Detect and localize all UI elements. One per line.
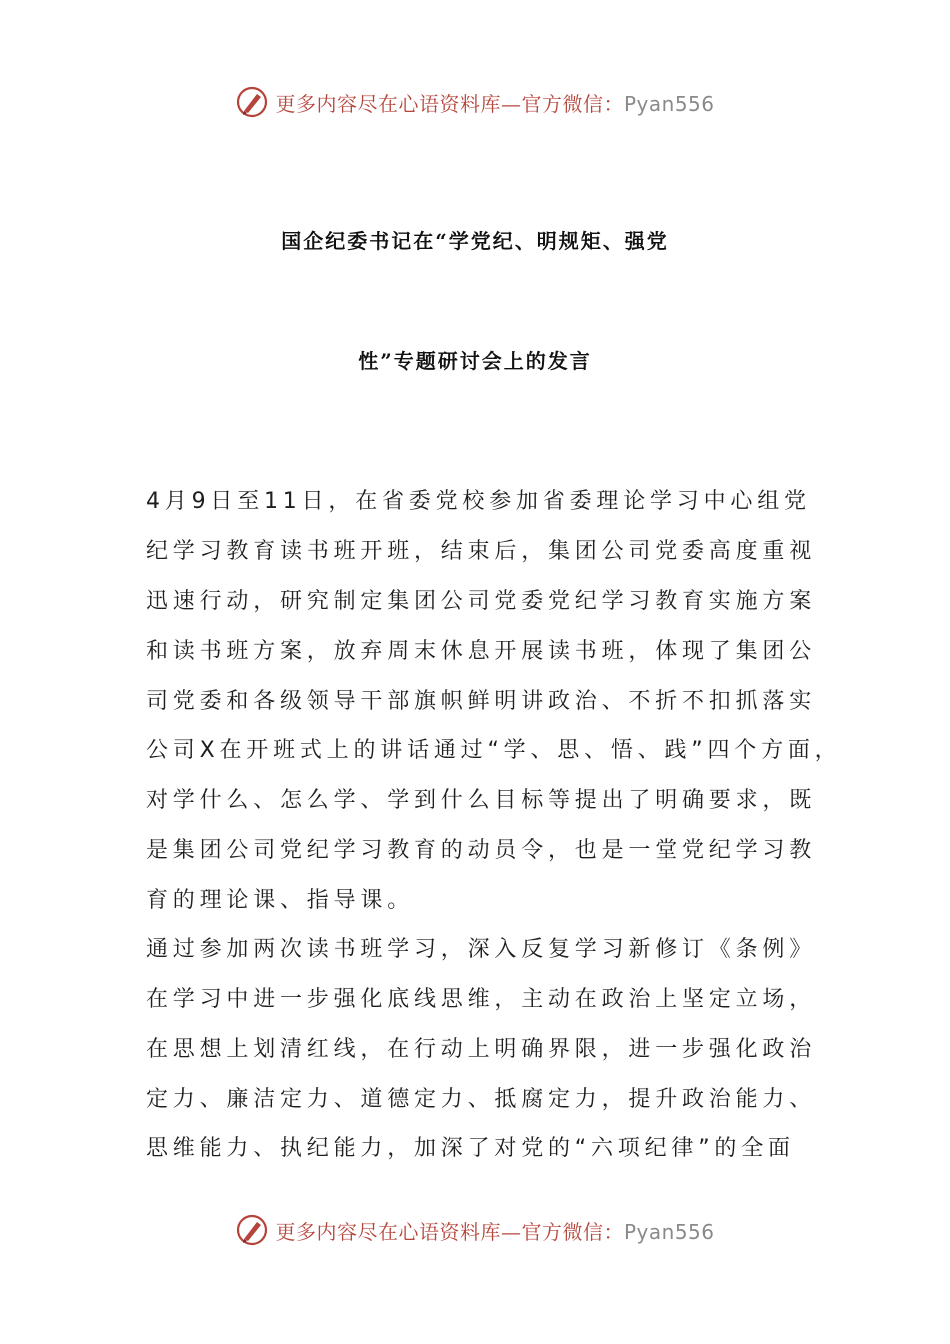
body-line: 育的理论课、指导课。 — [146, 888, 415, 913]
body-line: 在思想上划清红线，在行动上明确界限，进一步强化政治 — [146, 1037, 817, 1062]
document-title-line-1: 国企纪委书记在“学党纪、明规矩、强党 — [281, 229, 669, 253]
body-line: 迅速行动，研究制定集团公司党委党纪学习教育实施方案 — [146, 589, 817, 614]
banner-main-text: 更多内容尽在心语资料库— — [275, 91, 522, 116]
banner-text — [275, 1216, 714, 1245]
body-line: 是集团公司党纪学习教育的动员令，也是一堂党纪学习教 — [146, 838, 817, 863]
body-line: 4月9日至11日，在省委党校参加省委理论学习中心组党 — [146, 489, 811, 514]
pen-logo-icon — [235, 85, 269, 119]
body-line: 对学什么、怎么学、学到什么目标等提出了明确要求，既 — [146, 788, 817, 813]
banner-main-text: 更多内容尽在心语资料库— — [275, 1219, 522, 1244]
banner-label-text: 官方微信： — [521, 1219, 624, 1244]
document-title-line-2: 性”专题研讨会上的发言 — [358, 349, 592, 373]
body-line: 公司X在开班式上的讲话通过“学、思、悟、践”四个方面， — [146, 738, 842, 763]
pen-logo-icon — [235, 1213, 269, 1247]
header-banner — [0, 82, 950, 122]
body-line: 司党委和各级领导干部旗帜鲜明讲政治、不折不扣抓落实 — [146, 689, 817, 714]
footer-banner — [0, 1210, 950, 1250]
banner-text — [275, 88, 714, 117]
body-line: 和读书班方案，放弃周末休息开展读书班，体现了集团公 — [146, 639, 817, 664]
body-line: 在学习中进一步强化底线思维，主动在政治上坚定立场， — [146, 987, 817, 1012]
body-line: 通过参加两次读书班学习，深入反复学习新修订《条例》 — [146, 937, 817, 962]
banner-wechat-id: Pyan556 — [623, 91, 715, 116]
body-line: 定力、廉洁定力、道德定力、抵腐定力，提升政治能力、 — [146, 1087, 817, 1112]
banner-label-text: 官方微信： — [521, 91, 624, 116]
body-line: 思维能力、执纪能力，加深了对党的“六项纪律”的全面 — [146, 1136, 795, 1161]
banner-wechat-id: Pyan556 — [623, 1219, 715, 1244]
body-line: 纪学习教育读书班开班，结束后，集团公司党委高度重视 — [146, 539, 817, 564]
